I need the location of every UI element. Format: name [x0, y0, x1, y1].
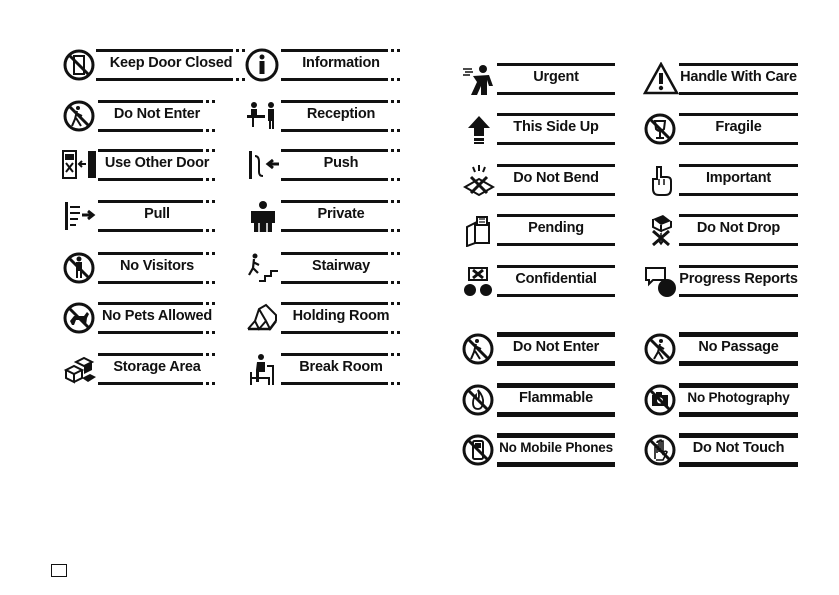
sign-no-visitors — [62, 251, 216, 285]
sign-no-pets-allowed — [62, 301, 216, 335]
no-visitors-icon — [62, 251, 98, 285]
progress-reports-icon — [643, 264, 679, 298]
flammable-icon — [461, 383, 497, 417]
stairway-icon — [245, 251, 281, 285]
sign-label: Pending — [528, 220, 584, 236]
sign-information — [245, 48, 401, 82]
sign-pull — [62, 199, 216, 233]
sign-push — [245, 148, 401, 182]
sign-label: Do Not Enter — [512, 339, 600, 355]
sign-do-not-enter-2 — [461, 332, 615, 366]
do-not-touch-icon — [643, 433, 679, 467]
sign-no-mobile-phones — [461, 433, 615, 467]
do-not-drop-icon — [643, 213, 679, 247]
sign-label: Break Room — [299, 359, 383, 375]
sign-label: Keep Door Closed — [109, 55, 233, 71]
do-not-bend-icon — [461, 163, 497, 197]
no-mobile-phones-icon — [461, 433, 497, 467]
reception-icon — [245, 99, 281, 133]
sign-do-not-drop — [643, 213, 798, 247]
keep-door-closed-icon — [62, 48, 98, 82]
sign-label: No Pets Allowed — [101, 308, 213, 324]
information-icon — [245, 48, 281, 82]
sign-label: Handle With Care — [680, 69, 797, 85]
sign-stairway — [245, 251, 401, 285]
this-side-up-icon — [461, 112, 497, 146]
sign-label: Confidential — [515, 271, 597, 287]
sign-pending — [461, 213, 615, 247]
sign-do-not-bend — [461, 163, 615, 197]
sign-label: Push — [323, 155, 359, 171]
sign-label: Pull — [144, 206, 170, 222]
sign-break-room — [245, 352, 401, 386]
sign-do-not-enter — [62, 99, 216, 133]
no-photography-icon — [643, 383, 679, 417]
sign-label: Do Not Touch — [692, 440, 785, 456]
push-icon — [245, 148, 281, 182]
do-not-enter-icon — [461, 332, 497, 366]
sign-label: Information — [302, 55, 380, 71]
sign-label: Do Not Bend — [513, 170, 599, 186]
sign-private — [245, 199, 401, 233]
sign-label: Progress Reports — [679, 271, 798, 287]
sign-label: Use Other Door — [104, 155, 210, 171]
use-other-door-icon — [62, 148, 98, 182]
sign-do-not-touch — [643, 433, 798, 467]
storage-area-icon — [62, 352, 98, 386]
sign-label: No Mobile Phones — [499, 440, 613, 455]
sign-label: No Photography — [687, 390, 790, 405]
sign-label: Urgent — [533, 69, 579, 85]
fragile-icon — [643, 112, 679, 146]
sign-holding-room — [245, 301, 401, 335]
holding-room-icon — [245, 301, 281, 335]
handle-with-care-icon — [643, 62, 679, 96]
important-icon — [643, 163, 679, 197]
confidential-icon — [461, 264, 497, 298]
sign-use-other-door — [62, 148, 216, 182]
sign-label: Important — [705, 170, 772, 186]
page-marker — [51, 564, 67, 577]
sign-label: Reception — [306, 106, 376, 122]
sign-fragile — [643, 112, 798, 146]
sign-urgent — [461, 62, 615, 96]
sign-progress-reports — [643, 264, 798, 298]
sign-label: Holding Room — [292, 308, 390, 324]
sign-reception — [245, 99, 401, 133]
sign-confidential — [461, 264, 615, 298]
no-pets-icon — [62, 301, 98, 335]
sign-label: Flammable — [519, 390, 593, 406]
sign-label: No Passage — [698, 339, 779, 355]
sign-label: Fragile — [715, 119, 762, 135]
sign-no-passage — [643, 332, 798, 366]
pending-icon — [461, 213, 497, 247]
sign-this-side-up — [461, 112, 615, 146]
pull-icon — [62, 199, 98, 233]
sign-flammable — [461, 383, 615, 417]
sign-handle-with-care — [643, 62, 798, 96]
sign-label: Storage Area — [113, 359, 201, 375]
do-not-enter-icon — [62, 99, 98, 133]
sign-important — [643, 163, 798, 197]
sign-label: Stairway — [311, 258, 371, 274]
sign-label: Do Not Drop — [696, 220, 781, 236]
urgent-icon — [461, 62, 497, 96]
sign-storage-area — [62, 352, 216, 386]
sign-no-photography — [643, 383, 798, 417]
no-passage-icon — [643, 332, 679, 366]
sign-label: Do Not Enter — [113, 106, 201, 122]
sign-label: Private — [317, 206, 365, 222]
break-room-icon — [245, 352, 281, 386]
sign-label: No Visitors — [119, 258, 195, 274]
private-icon — [245, 199, 281, 233]
sign-label: This Side Up — [513, 119, 599, 135]
